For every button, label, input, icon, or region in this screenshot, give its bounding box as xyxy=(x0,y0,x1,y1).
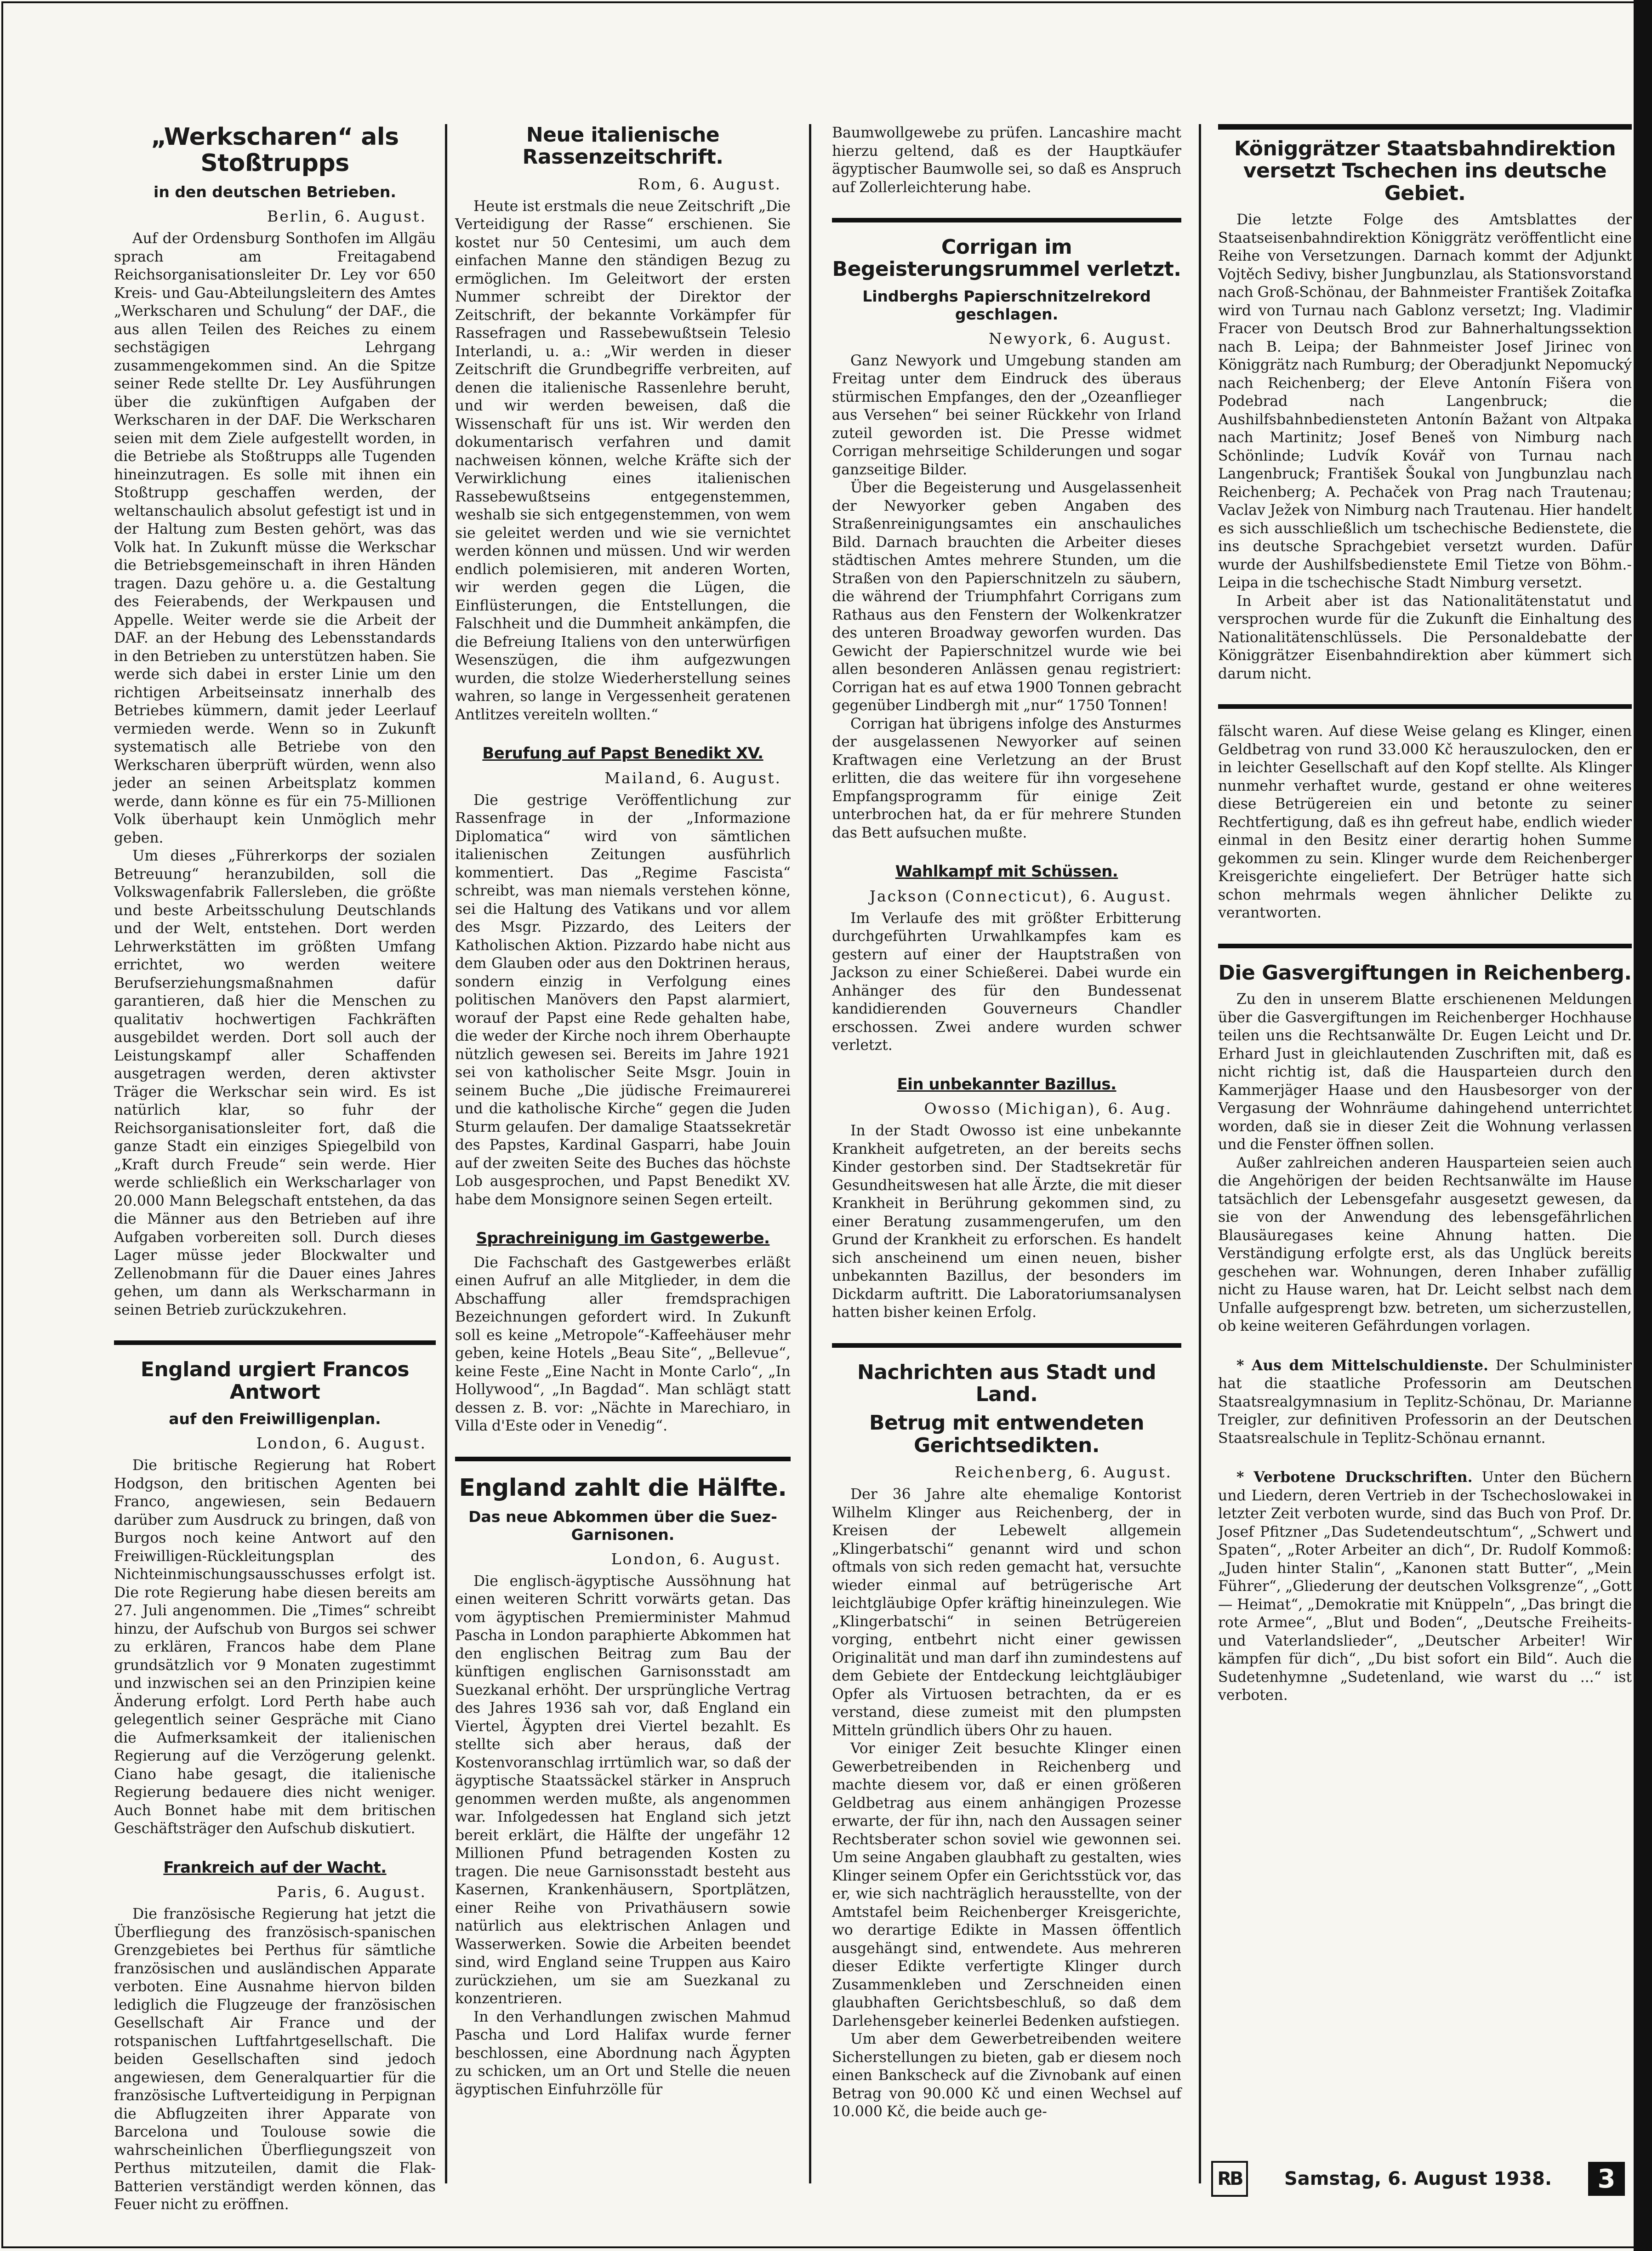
notice-body: Unter den Büchern und Liedern, deren Vertrieb in der Tschechoslowakei in letzter Zeit verboten wurde, sind das Buch von Prof. Dr. Josef Pfitzner „Das Sudetendeutschtum“, „Schwert und Spaten“, „Roter Arbeiter an dich“, Dr. Rudolf Kommoß: „Juden hinter Stalin“, „Kanonen statt Butter“, „Mein Führer“, „Gliederung der deutschen Volksgrenze“, „Gott — Heimat“, „Demokratie mit Knüppeln“, „Das bringt die rote Armee“, „Blut und Boden“, „Deutsche Freiheits- und Vaterlandslieder“, „Deutscher Arbeiter! Wir kämpfen für dich“, „Du bist sofort ein Bild“. Auch die Sudetenhymne „Sudetenland, wie warst du ...“ ist verboten. xyxy=(1218,1469,1632,1704)
article-body: Die letzte Folge des Amtsblattes der Staatseisenbahndirektion Königgrätz veröffentlicht eine Reihe von Versetzungen. Darnach kommt der Adjunkt Vojtěch Sedivy, bisher Jungbunzlau, als Stationsvorstand nach Groß-Schönau, der Bahnmeister František Zoitafka wird von Turnau nach Gablonz versetzt; Ing. Vladimir Fracer von Deutsch Brod zur Bahnerhaltungssektion nach B. Leipa; der Bahnmeister Josef Jirinec von Königgrätz nach Rumburg; der Oberadjunkt Nepomucký nach Reichenberg; der Eleve Antonín Fišera von Podebrad nach Langenbruck; die Aushilfsbahnbediensteten Antonín Bažant von Altpaka nach Martinitz; Josef Beneš von Nimburg nach Schönlinde; Ludvík Kovář von Turnau nach Langenbruck; František Šoukal von Jungbunzlau nach Reichenberg; A. Pechaček von Prag nach Trautenau; Vaclav Ježek von Nimburg nach Trautenau. Hier handelt es sich ausschließlich um tschechische Bedienstete, die ins deutsche Sprachgebiet versetzt wurden. Dafür wurde der Aushilfsbedienstete Emil Tietze von Böhm.-Leipa in die tschechische Stadt Nimburg versetzt. xyxy=(1218,211,1632,592)
article-body: fälscht waren. Auf diese Weise gelang es Klinger, einen Geldbetrag von rund 33.000 Kč herauszulocken, den er in leichter Gesellschaft auf den Kopf stellte. Als Klinger nunmehr verhaftet wurde, gestand er ohne weiteres diese Betrügereien ein und betonte zu seiner Rechtfertigung, daß es ihn gefreut habe, endlich wieder einmal in den Besitz einer derartig hohen Summe gekommen zu sein. Klinger wurde dem Reichenberger Kreisgerichte eingeliefert. Der Betrüger hatte sich schon mehrmals wegen ähnlicher Delikte zu verantworten. xyxy=(1218,723,1632,922)
subheadline: Das neue Abkommen über die Suez-Garnisonen. xyxy=(468,1507,777,1544)
newspaper-logo: RB xyxy=(1211,2161,1248,2197)
dateline: Mailand, 6. August. xyxy=(604,769,781,787)
page-number: 3 xyxy=(1588,2162,1625,2196)
dateline: Jackson (Connecticut), 6. August. xyxy=(869,887,1172,905)
notice-lead: * Verbotene Druckschriften. xyxy=(1236,1469,1473,1486)
article-sprachreinigung xyxy=(455,1230,791,1435)
divider xyxy=(114,1340,436,1345)
article-body: Die französische Regierung hat jetzt die Überfliegung des französisch-spanischen Grenzgebietes bei Perthus für sämtliche französischen und ausländischen Apparate verboten. Eine Ausnahme hiervon bilden lediglich die Flugzeuge der französischen Gesellschaft Air France und der rotspanischen Luftfahrtgesellschaft. Die beiden Gesellschaften sind jedoch angewiesen, dem Generalquartier für die französische Luftverteidigung in Perpignan die Abflugzeiten ihrer Apparate von Barcelona und Toulouse sowie die wahrscheinlichen Überfliegungszeit von Perthus mitzuteilen, damit die Flak-Batterien verständigt werden können, das Feuer nicht zu eröffnen. xyxy=(114,1906,436,2213)
article-body: In der Stadt Owosso ist eine unbekannte Krankheit aufgetreten, an der bereits sechs Kinder gestorben sind. Der Stadtsekretär für Gesundheitswesen hat alle Ärzte, die mit dieser Krankheit in Berührung gekommen sind, zu einer Beratung zusammengerufen, um den Grund der Krankheit zu erforschen. Es handelt sich anscheinend um einen neuen, bisher unbekannten Bazillus, der besonders im Dickdarm auftritt. Die Laboratoriumsanalysen hatten bisher keinen Erfolg. xyxy=(832,1123,1181,1321)
divider xyxy=(1218,944,1632,948)
article-klinger-continuation xyxy=(1218,723,1632,923)
article-continuation xyxy=(832,124,1181,197)
headline: England urgiert Francos Antwort xyxy=(140,1358,410,1404)
divider xyxy=(832,1343,1181,1348)
page-footer xyxy=(1211,2160,1625,2197)
dateline: Owosso (Michigan), 6. Aug. xyxy=(924,1100,1172,1118)
article-body: Die englisch-ägyptische Aussöhnung hat einen weiteren Schritt vorwärts getan. Das vom ägyptischen Premierminister Mahmud Pascha in London paraphierte Abkommen hat den englischen Beitrag zum Bau der künftigen englischen Garnisonsstadt am Suezkanal erhöht. Der ursprüngliche Vertrag des Jahres 1936 sah vor, daß England ein Viertel, Ägypten drei Viertel bezahlt. Es stellte sich aber heraus, daß der Kostenvoranschlag irrtümlich war, so daß der ägyptische Staatssäckel stärker in Anspruch genommen werden mußte, als angenommen war. Infolgedessen hat England sich jetzt bereit erklärt, die Hälfte der ungefähr 12 Millionen Pfund betragenden Kosten zu tragen. Die neue Garnisonsstadt besteht aus Kasernen, Krankenhäusern, Sportplätzen, einer Reihe von Privathäusern sowie natürlich aus elektrischen Anlagen und Wasserwerken. Sowie die Arbeiten beendet sind, wird England seine Truppen aus Kairo zurückziehen, um sie am Suezkanal zu konzentrieren. xyxy=(455,1573,791,2007)
article-body: Im Verlaufe des mit größter Erbitterung durchgeführten Urwahlkampfes kam es gestern auf einer der Hauptstraßen von Jackson zu einer Schießerei. Dabei wurde ein Anhänger des für den Bundessenat kandidierenden Gouverneurs Chandler erschossen. Zwei andere wurden schwer verletzt. xyxy=(832,910,1181,1054)
headline: Neue italienische Rassenzeitschrift. xyxy=(522,123,723,169)
article-corrigan xyxy=(832,236,1181,842)
dateline: Newyork, 6. August. xyxy=(988,329,1172,348)
headline: England zahlt die Hälfte. xyxy=(459,1474,787,1502)
article-rassenzeitschrift xyxy=(455,124,791,724)
article-body: In den Verhandlungen zwischen Mahmud Pascha und Lord Halifax wurde ferner beschlossen, eine Abordnung nach Ägypten zu schicken, um an Ort und Stelle die neuen ägyptischen Einfuhrzölle für xyxy=(455,2008,791,2098)
dateline: Paris, 6. August. xyxy=(277,1883,427,1901)
article-body: Die britische Regierung hat Robert Hodgson, den britischen Agenten bei Franco, angewiesen, sein Bedauern darüber zum Ausdruck zu bringen, daß von Burgos noch keine Antwort auf den Freiwilligen-Rückleitungsplan des Nichteinmischungsausschusses erfolgt ist. Die rote Regierung habe diesen bereits am 27. Juli angenommen. Die „Times“ schreibt hinzu, der Aufschub von Burgos sei schwer zu erklären, Francos habe dem Plane grundsätzlich vor 9 Monaten zugestimmt und inzwischen sei an den Prinzipien keine Änderung erfolgt. Lord Perth habe auch gelegentlich seiner Gespräche mit Ciano die Aufmerksamkeit der italienischen Regierung auf die Verzögerung gelenkt. Ciano habe gesagt, die italienische Regierung bedauere dies nicht weniger. Auch Bonnet habe mit dem britischen Geschäftsträger den Aufschub diskutiert. xyxy=(114,1457,436,1837)
article-england-haelfte xyxy=(455,1475,791,2099)
notice-druckschriften xyxy=(1218,1469,1632,1705)
headline: Corrigan im Begeisterungsrummel verletzt. xyxy=(832,235,1181,281)
article-body: Außer zahlreichen anderen Hausparteien seien auch die Angehörigen der beiden Rechtsanwälte im Hause tatsächlich der Lebensgefahr ausgesetzt gewesen, da sie von der Anwendung des lebensgefährlichen Blausäuregases keine Ahnung hatten. Die Verständigung erfolgte erst, als das Unglück bereits geschehen war. Wohnungen, deren Inhaber zufällig nicht zu Hause waren, hat Dr. Leicht selbst nach dem Unfalle aufgesprengt bzw. betreten, um sicherzustellen, ob keine weiteren Gefährdungen vorlagen. xyxy=(1218,1154,1632,1335)
article-koeniggraetz xyxy=(1218,124,1632,683)
article-body: Über die Begeisterung und Ausgelassenheit der Newyorker geben Angaben des Straßenreinigungsamtes ein anschauliches Bild. Darnach brauchten die Arbeiter dieses städtischen Amtes mehrere Stunden, um die Straßen von den Papierschnitzeln zu säubern, die während der Triumphfahrt Corrigans zum Rathaus aus den Fenstern der Wolkenkratzer des unteren Broadway geworfen wurden. Das Gewicht der Papierschnitzel wurde wie bei allen besonderen Anlässen genau registriert: Corrigan hat es auf etwa 1900 Tonnen gebracht gegenüber Lindbergh mit „nur“ 1750 Tonnen! xyxy=(832,479,1181,714)
article-wahlkampf xyxy=(832,863,1181,1054)
headline: „Werkscharen“ als Stoßtrupps xyxy=(151,123,399,177)
article-body: Vor einiger Zeit besuchte Klinger einen Gewerbetreibenden in Reichenberg und machte diesem vor, daß er einen größeren Geldbetrag aus einem anhängigen Prozesse erwarte, der für ihn, nach den Aussagen seiner Rechtsberater schon soviel wie gewonnen sei. Um seine Angaben glaubhaft zu gestalten, wies Klinger seinem Opfer ein Gerichtsstück vor, das er, wie sich nachträglich herausstellte, von der Amtstafel beim Reichenberger Kreisgerichte, wo derartige Edikte in Massen öffentlich ausgehängt sind, entwendete. Aus mehreren dieser Edikte verfertigte Klinger durch Zusammenkleben und Zerschneiden einen glaubhaften Gerichtsbeschluß, so daß dem Darlehensgeber keinerlei Bedenken aufstiegen. xyxy=(832,1740,1181,2029)
article-body: Heute ist erstmals die neue Zeitschrift „Die Verteidigung der Rasse“ erschienen. Sie kostet nur 50 Centesimi, um auch dem einfachen Manne den ständigen Bezug zu ermöglichen. Im Geleitwort der ersten Nummer schreibt der Direktor der Zeitschrift, der bekannte Vorkämpfer für Rassefragen und Rassebewußtsein Telesio Interlandi, u. a.: „Wir werden in dieser Zeitschrift die Grundbegriffe verbreiten, auf denen die italienische Rassenlehre beruht, und wir werden beweisen, daß die Wissenschaft für uns ist. Wir werden den dokumentarisch verfahren und damit nachweisen können, welche Kräfte sich der Verwirklichung eines italienischen Rassebewußtseins entgegenstemmen, weshalb sie sich entgegenstemmen, von wem sie geleitet werden und wie sie vernichtet werden können und müssen. Und wir werden endlich polemisieren, mit anderen Worten, wir werden gegen die Lügen, die Einflüsterungen, die Entstellungen, die Falschheit und die Dummheit ankämpfen, die die Befreiung Italiens von den unterwürfigen Wesenszügen, die ihm aufgezwungen wurden, die stolze Wiederherstellung seines wahren, so lange in Vergessenheit geratenen Antlitzes vereiteln wollten.“ xyxy=(455,198,791,723)
headline: Frankreich auf der Wacht. xyxy=(163,1858,387,1877)
article-body: Die gestrige Veröffentlichung zur Rassenfrage in der „Informazione Diplomatica“ wird von sämtlichen italienischen Zeitungen ausführlich kommentiert. Das „Regime Fascista“ schreibt, was man niemals verstehen könne, sei die Haltung des Vatikans und vor allem des Msgr. Pizzardo, des Leiters der Katholischen Aktion. Pizzardo habe nicht aus dem Glauben oder aus den Doktrinen heraus, sondern einzig in Verfolgung eines politischen Manövers den Papst alarmiert, worauf der Papst eine Rede gehalten habe, die weder der Kirche noch ihrem Oberhaupte nützlich gewesen sei. Bereits im Jahre 1921 sei von katholischer Seite Msgr. Jouin in seinem Buche „Die jüdische Freimaurerei und die katholische Kirche“ gegen die Juden Sturm gelaufen. Der damalige Staatssekretär des Papstes, Kardinal Gasparri, habe Jouin auf der zweiten Seite des Buches das höchste Lob ausgesprochen, und Papst Benedikt XV. habe dem Monsignore seinen Segen erteilt. xyxy=(455,792,791,1208)
article-werkscharen xyxy=(114,124,436,1319)
headline: Betrug mit entwendeten Gerichtsedikten. xyxy=(869,1411,1145,1457)
headline: Königgrätzer Staatsbahndirektion versetzt Tschechen ins deutsche Gebiet. xyxy=(1234,137,1616,205)
article-england-franco xyxy=(114,1359,436,1838)
issue-date: Samstag, 6. August 1938. xyxy=(1284,2168,1552,2189)
article-body: Zu den in unserem Blatte erschienenen Meldungen über die Gasvergiftungen im Reichenberger Hochhause teilen uns die Rechtsanwälte Dr. Eugen Leicht und Dr. Erhard Just in gleichlautenden Zuschriften mit, daß es nicht richtig ist, daß die Hausparteien durch den Kammerjäger Haase und den Hausbesorger von der Vergasung der Wohnräume dahingehend unterrichtet worden, daß sie in dieser Zeit die Wohnung verlassen und die Fenster öffnen sollen. xyxy=(1218,991,1632,1153)
divider xyxy=(832,218,1181,222)
dateline: Berlin, 6. August. xyxy=(267,207,427,226)
article-body: Corrigan hat übrigens infolge des Ansturmes der ausgelassenen Newyorker auf seinen Kraftwagen eine Verletzung an der Brust erlitten, die das weitere für ihn vorgesehene Empfangsprogramm für einige Zeit unterbrochen hat, da er für mehrere Stunden das Bett aufsuchen mußte. xyxy=(832,715,1181,841)
article-bazillus xyxy=(832,1076,1181,1322)
column-3 xyxy=(832,124,1181,2183)
notice-body: Der Schulminister hat die staatliche Professorin am Deutschen Staatsrealgymnasium in Teplitz-Schönau, Dr. Marianne Treigler, zur definitiven Professorin an der Deutschen Staatsrealschule in Teplitz-Schönau ernannt. xyxy=(1218,1357,1632,1447)
article-gasvergiftungen xyxy=(1218,962,1632,1336)
subheadline: auf den Freiwilligenplan. xyxy=(169,1410,381,1428)
article-body: Um aber dem Gewerbetreibenden weitere Sicherstellungen zu bieten, gab er diesem noch einen Bankscheck auf die Zivnobank auf einen Betrag von 90.000 Kč und einen Wechsel auf 10.000 Kč, die beide auch ge- xyxy=(832,2031,1181,2120)
scan-edge xyxy=(1634,0,1652,2251)
article-body: Ganz Newyork und Umgebung standen am Freitag unter dem Eindruck des überaus stürmischen Empfanges, den der „Ozeanflieger aus Versehen“ bei seiner Rückkehr von Irland zuteil geworden ist. Die Presse widmet Corrigan mehrseitige Schilderungen und sogar ganzseitige Bilder. xyxy=(832,352,1181,478)
notice-mittelschuldienst xyxy=(1218,1357,1632,1448)
divider xyxy=(1218,704,1632,709)
dateline: Reichenberg, 6. August. xyxy=(954,1463,1172,1482)
divider xyxy=(455,1457,791,1461)
notice-lead: * Aus dem Mittelschuldienste. xyxy=(1236,1357,1488,1374)
headline: Sprachreinigung im Gastgewerbe. xyxy=(476,1229,770,1248)
subheadline: in den deutschen Betrieben. xyxy=(154,183,396,201)
article-klinger xyxy=(832,1362,1181,2121)
dateline: London, 6. August. xyxy=(256,1434,427,1453)
headline: Wahlkampf mit Schüssen. xyxy=(895,862,1118,881)
dateline: London, 6. August. xyxy=(611,1550,781,1568)
article-body: In Arbeit aber ist das Nationalitätenstatut und versprochen wurde für die Zukunft die Einhaltung des Nationalitätenschlüssels. Die Personaldebatte der Königgrätzer Eisenbahndirektion aber kümmert sich darum nicht. xyxy=(1218,593,1632,682)
column-rule xyxy=(445,124,447,2183)
article-body: Der 36 Jahre alte ehemalige Kontorist Wilhelm Klinger aus Reichenberg, der in Kreisen der Lebewelt allgemein „Klingerbatschi“ genannt wird und schon oftmals von sich reden gemacht hat, versuchte wieder einmal auf betrügerische Art leichtgläubige Opfer kräftig hineinzulegen. Wie „Klingerbatschi“ in seinen Betrügereien vorging, entbehrt nicht einer gewissen Originalität und man darf ihn zumindestens auf dem Gebiete der Entdeckung leichtgläubiger Opfer als Virtuosen betrachten, da er es verstand, diese zumeist mit den plumpsten Mitteln gründlich übers Ohr zu hauen. xyxy=(832,1486,1181,1739)
dateline: Rom, 6. August. xyxy=(638,175,781,193)
section-headline: Nachrichten aus Stadt und Land. xyxy=(857,1360,1156,1406)
column-rule xyxy=(1199,124,1201,2183)
article-body: Baumwollgewebe zu prüfen. Lancashire macht hierzu geltend, daß es der Hauptkäufer ägyptischer Baumwolle sei, so daß es Anspruch auf Zollerleichterung habe. xyxy=(832,125,1181,196)
headline: Die Gasvergiftungen in Reichenberg. xyxy=(1218,961,1632,985)
column-1 xyxy=(114,123,436,2213)
article-body: Um dieses „Führerkorps der sozialen Betreuung“ heranzubilden, soll die Volkswagenfabrik Fallersleben, die größte und beste Arbeitsschulung Deutschlands und der Welt, entstehen. Dort werden Lehrwerkstätten im größten Umfang errichtet, wo werden weitere Berufserziehungsmaßnahmen dafür garantieren, daß hier die Menschen zu qualitativ hochwertigen Fachkräften ausgebildet werden. Dort soll auch der Leistungskampf aller Schaffenden ausgetragen werden, deren aktivster Träger die Werkschar sein wird. Es ist natürlich klar, so fuhr der Reichsorganisationsleiter fort, daß die ganze Stadt ein einziges Spiegelbild von „Kraft durch Freude“ sein werde. Hier werde schließlich ein Werkscharlager von 20.000 Mann Belegschaft entstehen, da das die Männer aus den Betrieben auf ihre Aufgaben vorbereiten soll. Durch dieses Lager müsse jeder Blockwalter und Zellenobmann für die Dauer eines Jahres gehen, um dann als Werkscharmann in seinen Betrieb zurückzukehren. xyxy=(114,848,436,1318)
headline: Ein unbekannter Bazillus. xyxy=(897,1075,1117,1094)
column-rule xyxy=(809,124,811,2183)
article-frankreich xyxy=(114,1859,436,2214)
subheadline: Lindberghs Papierschnitzelrekord geschlagen. xyxy=(862,287,1151,323)
column-2 xyxy=(455,124,791,2183)
article-body: Auf der Ordensburg Sonthofen im Allgäu sprach am Freitagabend Reichsorganisationsleiter Dr. Ley vor 650 Kreis- und Gau-Abteilungsleitern des Amtes „Werkscharen und Schulung“ der DAF., die aus allen Teilen des Reiches zu einem sechstägigen Lehrgang zusammengekommen sind. An die Spitze seiner Rede stellte Dr. Ley Ausführungen über die zukünftigen Aufgaben der Werkscharen in der DAF. Die Werkscharen seien mit dem Ziele aufgestellt worden, in die Betriebe als Stoßtrupps alle Tugenden hineinzutragen. Es solle mit ihnen ein Stoßtrupp geschaffen werden, der weltanschaulich absolut gefestigt ist und in der Haltung zum Besten gehört, was das Volk hat. In Zukunft müsse die Werkschar die Betriebsgemeinschaft in ihren Händen tragen. Dazu gehöre u. a. die Gestaltung des Feierabends, der Werkpausen und Appelle. Weiter werde sie die Arbeit der DAF. an der Hebung des Lebensstandards in den Betrieben zu unterstützen haben. Sie werde sich dabei in erster Linie um den richtigen Arbeitseinsatz innerhalb des Betriebes kümmern, damit jeder Leerlauf vermieden werde. Wenn so in Zukunft systematisch alle Betriebe von den Werkscharen überprüft würden, wenn also jeder an seinen Arbeitsplatz kommen werde, dann könne es für ein 75-Millionen Volk überhaupt kein Unmöglich mehr geben. xyxy=(114,230,436,846)
article-papst xyxy=(455,745,791,1209)
column-4 xyxy=(1218,124,1632,2101)
article-body: Die Fachschaft des Gastgewerbes erläßt einen Aufruf an alle Mitglieder, in dem die Abschaffung aller fremdsprachigen Bezeichnungen gefordert wird. In Zukunft soll es keine „Metropole“-Kaffeehäuser mehr geben, keine Hotels „Beau Site“, „Bellevue“, keine Feste „Eine Nacht in Monte Carlo“, „In Hollywood“, „In Bagdad“. Man schlägt statt dessen z. B. vor: „Nächte in Marechiaro, in Villa d'Este oder in Venedig“. xyxy=(455,1254,791,1435)
headline: Berufung auf Papst Benedikt XV. xyxy=(482,744,763,763)
